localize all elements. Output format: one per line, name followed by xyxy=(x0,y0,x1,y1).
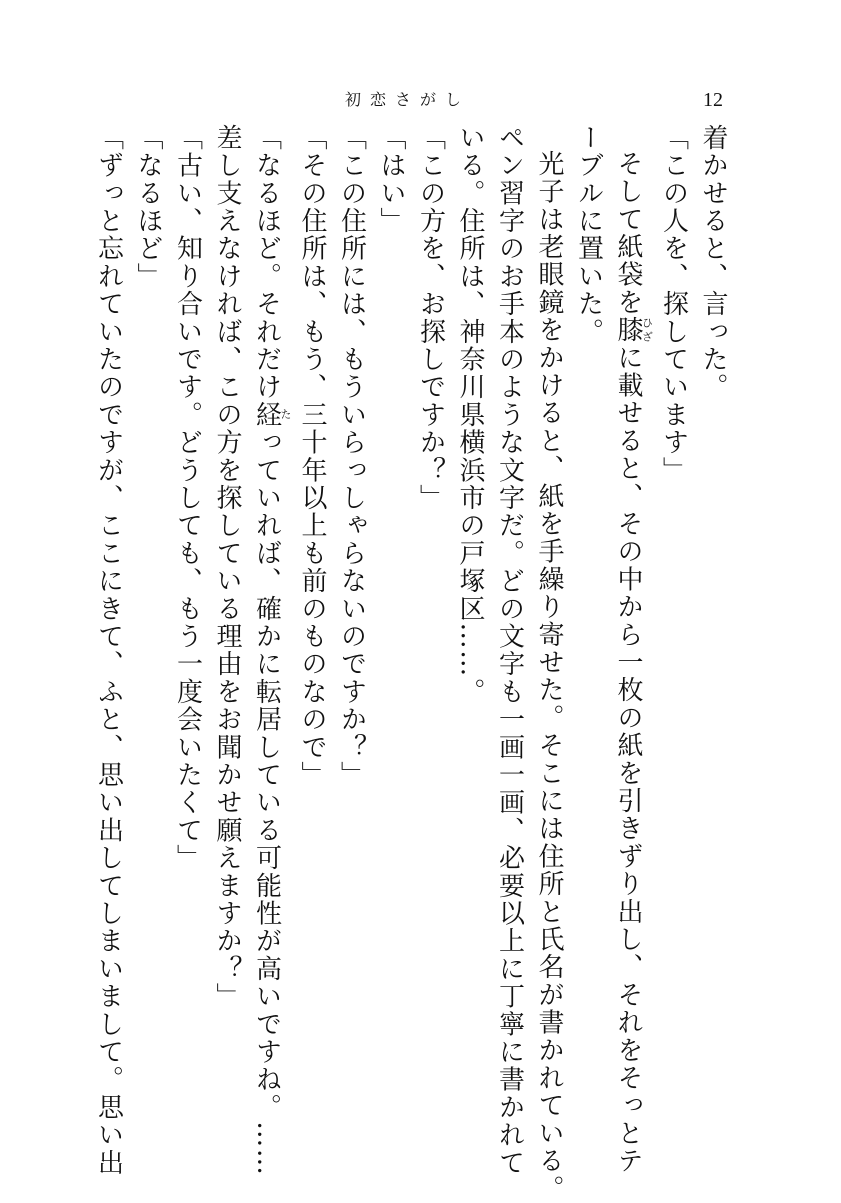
text-line: 「古い、知り合いです。どうしても、もう一度会いたくて」 xyxy=(172,124,203,872)
text-line: いる。住所は、神奈川県横浜市の戸塚区……。 xyxy=(455,124,485,706)
text-line: ーブルに置いた。 xyxy=(573,124,604,346)
text-line: 「その住所は、もう、三十年以上も前のものなので」 xyxy=(297,124,327,789)
vertical-text-body xyxy=(93,124,732,1203)
furigana-ruby: 膝ひざ xyxy=(613,316,654,344)
text-line: 着かせると、言った。 xyxy=(698,124,728,401)
page-number: 12 xyxy=(703,89,723,111)
running-title: 初恋さがし xyxy=(345,90,471,109)
text-line: そして紙袋を膝ひざに載せると、その中から一枚の紙を引きずり出し、それをそっとテ xyxy=(613,150,654,1175)
text-line: 「この人を、探しています」 xyxy=(658,124,689,485)
text-line: 「なるほど」 xyxy=(133,124,163,291)
furigana-reading: た xyxy=(279,401,292,429)
text-line: 「この方を、お探しですか？」 xyxy=(415,124,446,512)
text-line: 「この住所には、もういらっしゃらないのですか？」 xyxy=(336,124,367,789)
text-line: 光子は老眼鏡をかけると、紙を手繰り寄せた。そこには住所と氏名が書かれている。 xyxy=(534,150,564,1203)
furigana-reading: ひざ xyxy=(640,316,654,344)
text-line: 「ずっと忘れていたのですが、ここにきて、ふと、思い出してしまいまして。思い出 xyxy=(93,124,124,1177)
text-line: ペン習字のお手本のような文字だ。どの文字も一画一画、必要以上に丁寧に書かれて xyxy=(494,124,525,1177)
text-line: 「なるほど。それだけ経たっていれば、確かに転居している可能性が高いですね。…… xyxy=(251,124,292,1177)
furigana-ruby: 経た xyxy=(251,401,292,429)
text-line: 「はい」 xyxy=(376,124,406,235)
text-line: 差し支えなければ、この方を探している理由をお聞かせ願えますか？」 xyxy=(212,124,242,1011)
